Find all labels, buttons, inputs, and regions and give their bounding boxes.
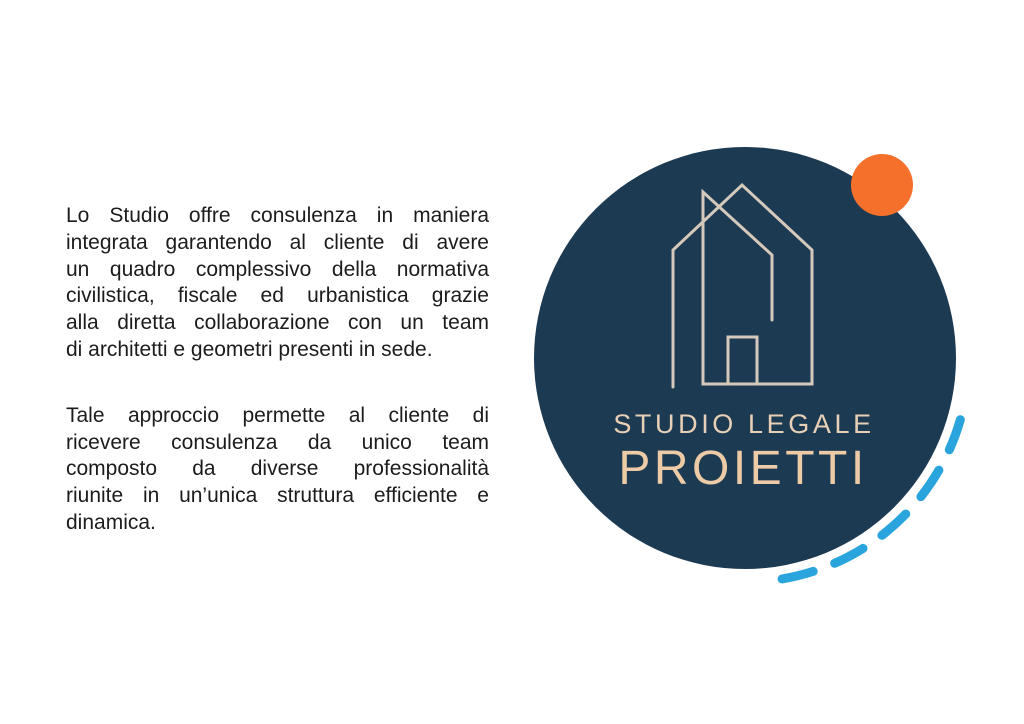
- orange-dot-icon: [851, 154, 913, 216]
- text-line: di architetti e geometri presenti in sede.: [66, 337, 433, 361]
- text-line: riunite in un’unica struttura efficiente e: [66, 484, 489, 508]
- text-line: dinamica.: [66, 510, 156, 534]
- text-line: Lo Studio offre consulenza in maniera: [66, 204, 489, 227]
- text-line: civilistica, fiscale ed urbanistica grazie: [66, 284, 489, 308]
- text-line: composto da diverse professionalità: [66, 457, 489, 481]
- text-line: integrata garantendo al cliente di avere: [66, 230, 489, 254]
- text-line: ricevere consulenza da unico team: [66, 430, 489, 454]
- logo-text-proietti: PROIETTI: [618, 442, 868, 495]
- text-line: alla diretta collaborazione con un team: [66, 311, 489, 335]
- text-line: Tale approccio permette al cliente di: [66, 403, 489, 427]
- logo-text-studio-legale: STUDIO LEGALE: [613, 409, 875, 439]
- text-line: un quadro complessivo della normativa: [66, 257, 489, 281]
